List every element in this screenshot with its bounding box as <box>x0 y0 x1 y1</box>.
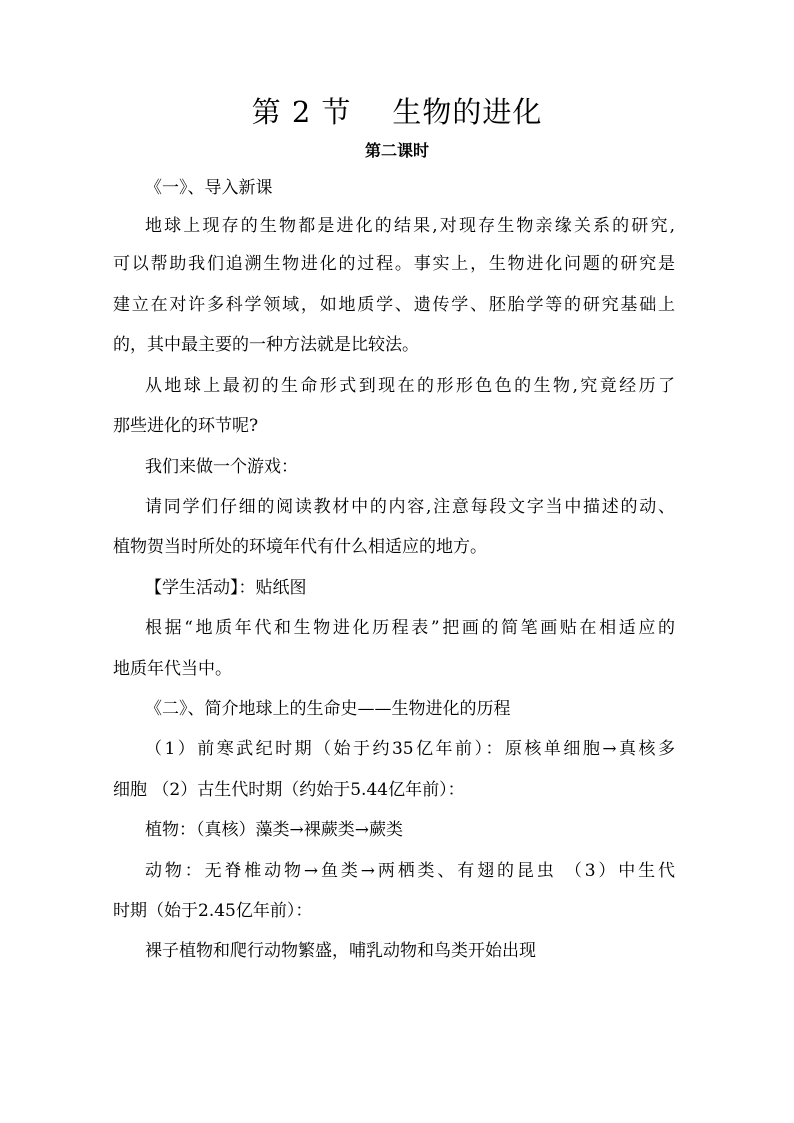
paragraph-line: 的，其中最主要的一种方法就是比较法。 <box>113 335 419 355</box>
paragraph-line: 建立在对许多科学领域，如地质学、遗传学、胚胎学等的研究基础上 <box>113 295 675 315</box>
paragraph-line: 地球上现存的生物都是进化的结果,对现存生物亲缘关系的研究, <box>145 216 675 236</box>
paragraph-line: 植物贺当时所处的环境年代有什么相适应的地方。 <box>113 537 487 557</box>
paragraph-line: 细胞 （2）古生代时期（约始于5.44亿年前）： <box>113 780 465 800</box>
paragraph-line: 植物：（真核）藻类→裸蕨类→蕨类 <box>145 820 403 840</box>
paragraph-line: 请同学们仔细的阅读教材中的内容,注意每段文字当中描述的动、 <box>145 497 675 517</box>
section-heading-intro: 《一》、导入新课 <box>145 178 273 198</box>
activity-heading: 【学生活动】：贴纸图 <box>145 578 307 598</box>
paragraph-line: 那些进化的环节呢? <box>113 416 259 436</box>
paragraph-line: 动物：无脊椎动物→鱼类→两栖类、有翅的昆虫 （3）中生代 <box>145 861 675 881</box>
paragraph-line: 根据“地质年代和生物进化历程表”把画的简笔画贴在相适应的 <box>145 618 675 638</box>
paragraph-line: 时期（始于2.45亿年前）： <box>113 901 313 921</box>
paragraph-line: 裸子植物和爬行动物繁盛，哺乳动物和鸟类开始出现 <box>145 941 536 961</box>
page-title: 第 2 节 生物的进化 <box>251 95 543 129</box>
paragraph-line: （1）前寒武纪时期（始于约35亿年前）：原核单细胞→真核多 <box>145 739 675 759</box>
page-subtitle: 第二课时 <box>364 141 429 160</box>
paragraph-line: 我们来做一个游戏： <box>145 457 298 477</box>
paragraph-line: 地质年代当中。 <box>113 659 232 679</box>
section-heading-history: 《二》、简介地球上的生命史——生物进化的历程 <box>145 699 511 719</box>
paragraph-line: 可以帮助我们追溯生物进化的过程。事实上，生物进化问题的研究是 <box>113 254 675 274</box>
paragraph-line: 从地球上最初的生命形式到现在的形形色色的生物,究竟经历了 <box>145 376 675 396</box>
